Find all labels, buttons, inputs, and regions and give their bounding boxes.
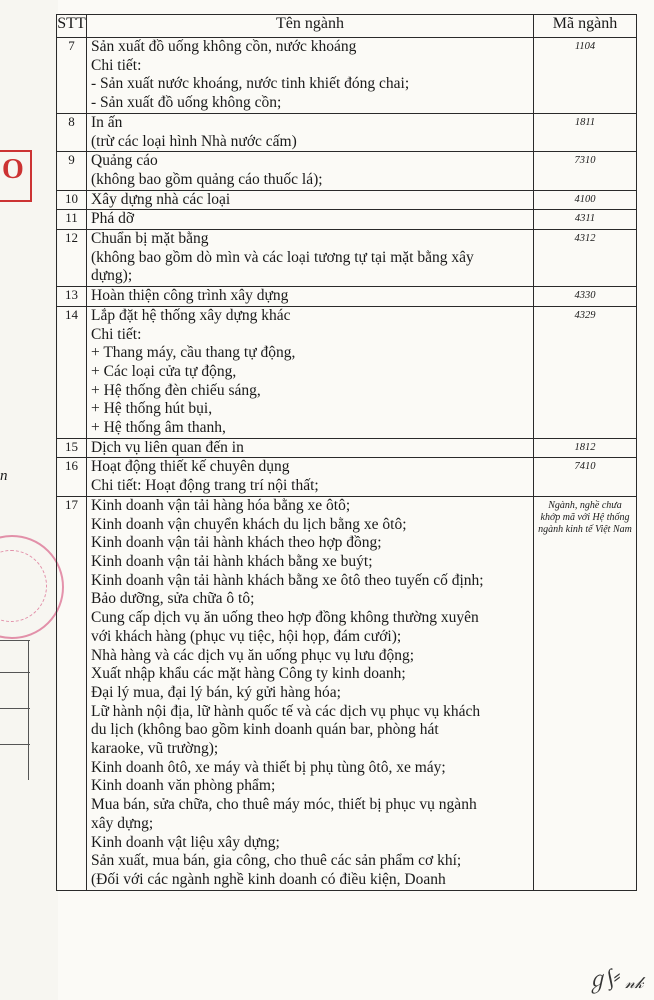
row-name <box>87 38 534 114</box>
table-row <box>57 230 637 287</box>
row-stt: 16 <box>57 458 87 496</box>
name-line: Xuất nhập khẩu các mặt hàng Công ty kinh doanh; <box>91 665 406 683</box>
margin-letter-n: n <box>0 468 8 484</box>
row-name <box>87 190 534 210</box>
table-row <box>57 458 637 496</box>
name-line: In ấn <box>91 113 123 131</box>
row-stt: 10 <box>57 190 87 210</box>
row-name <box>87 287 534 307</box>
row-name <box>87 306 534 438</box>
margin-rule <box>0 708 30 709</box>
name-line: + Hệ thống âm thanh, <box>91 419 226 437</box>
table-row <box>57 210 637 230</box>
name-line: Cung cấp dịch vụ ăn uống theo hợp đồng không thường xuyên <box>91 609 479 627</box>
name-line: dựng); <box>91 267 133 285</box>
row-stt: 14 <box>57 306 87 438</box>
table-header-row <box>57 15 637 38</box>
name-line: + Hệ thống đèn chiếu sáng, <box>91 381 261 399</box>
row-stt: 13 <box>57 287 87 307</box>
name-line: + Thang máy, cầu thang tự động, <box>91 344 296 362</box>
row-code: 4312 <box>534 230 637 287</box>
row-stt: 9 <box>57 152 87 190</box>
margin-rule <box>0 744 30 745</box>
name-line: + Hệ thống hút bụi, <box>91 400 213 418</box>
name-line: Kinh doanh vận tải hành khách bằng xe ôtô theo tuyến cố định; <box>91 571 484 589</box>
red-stamp-letter: O <box>2 154 24 185</box>
table-row <box>57 306 637 438</box>
margin-vertical-rule <box>28 640 29 780</box>
row-name <box>87 458 534 496</box>
row-name <box>87 113 534 151</box>
table-row <box>57 38 637 114</box>
header-name: Tên ngành <box>87 15 534 38</box>
row-code: 4100 <box>534 190 637 210</box>
name-line: Chi tiết: <box>91 325 142 343</box>
table-row <box>57 438 637 458</box>
name-line: (không bao gồm dò mìn và các loại tương tự tại mặt bằng xây <box>91 248 474 266</box>
handwritten-signature: ℊ∫⸗ <box>582 962 623 995</box>
name-line: Kinh doanh vật liệu xây dựng; <box>91 833 280 851</box>
name-line: - Sản xuất đồ uống không cồn; <box>91 94 282 112</box>
row-code-note: Ngành, nghề chưa khớp mã với Hệ thống ngành kinh tế Việt Nam <box>534 496 637 890</box>
row-code: 4330 <box>534 287 637 307</box>
row-name <box>87 210 534 230</box>
name-line: + Các loại cửa tự động, <box>91 362 237 380</box>
row-code: 1104 <box>534 38 637 114</box>
name-line: Kinh doanh vận tải hành khách bằng xe buýt; <box>91 552 373 570</box>
row-code: 7310 <box>534 152 637 190</box>
name-line: Bảo dưỡng, sửa chữa ô tô; <box>91 590 255 608</box>
name-line: Chi tiết: Hoạt động trang trí nội thất; <box>91 477 319 495</box>
name-line: - Sản xuất nước khoáng, nước tinh khiết đóng chai; <box>91 75 410 93</box>
row-code: 7410 <box>534 458 637 496</box>
name-line: Nhà hàng và các dịch vụ ăn uống phục vụ lưu động; <box>91 646 415 664</box>
row-stt: 7 <box>57 38 87 114</box>
name-line: Quảng cáo <box>91 152 158 170</box>
table-row <box>57 113 637 151</box>
row-name <box>87 230 534 287</box>
name-line: Dịch vụ liên quan đến in <box>91 438 244 456</box>
name-line: Chuẩn bị mặt bằng <box>91 230 209 248</box>
name-line: Hoạt động thiết kế chuyên dụng <box>91 458 290 476</box>
row-code: 1811 <box>534 113 637 151</box>
row-stt: 15 <box>57 438 87 458</box>
name-line: (trừ các loại hình Nhà nước cấm) <box>91 132 297 150</box>
name-line: Xây dựng nhà các loại <box>91 190 231 208</box>
table-row <box>57 190 637 210</box>
name-line: Lắp đặt hệ thống xây dựng khác <box>91 306 291 324</box>
row-name <box>87 152 534 190</box>
business-lines-table <box>56 14 637 891</box>
margin-rule <box>0 672 30 673</box>
margin-rule <box>0 640 30 641</box>
row-stt: 17 <box>57 496 87 890</box>
table-row <box>57 287 637 307</box>
name-line: Lữ hành nội địa, lữ hành quốc tế và các dịch vụ phục vụ khách <box>91 702 481 720</box>
name-line: (Đối với các ngành nghề kinh doanh có điều kiện, Doanh <box>91 870 446 888</box>
name-line: Hoàn thiện công trình xây dựng <box>91 287 289 305</box>
name-line: Kinh doanh vận chuyển khách du lịch bằng xe ôtô; <box>91 515 407 533</box>
name-line: Sản xuất, mua bán, gia công, cho thuê các sản phẩm cơ khí; <box>91 852 462 870</box>
table-row <box>57 152 637 190</box>
name-line: du lịch (không bao gồm kinh doanh quán bar, phòng hát <box>91 721 439 739</box>
header-stt: STT <box>57 15 87 38</box>
name-line: Phá dỡ <box>91 210 135 228</box>
row-name <box>87 438 534 458</box>
row-code: 4311 <box>534 210 637 230</box>
row-stt: 12 <box>57 230 87 287</box>
name-line: (không bao gồm quảng cáo thuốc lá); <box>91 170 323 188</box>
row-stt: 11 <box>57 210 87 230</box>
name-line: Kinh doanh vận tải hành khách theo hợp đồng; <box>91 534 382 552</box>
name-line: karaoke, vũ trường); <box>91 740 219 758</box>
name-line: Sản xuất đồ uống không cồn, nước khoáng <box>91 38 357 55</box>
header-code: Mã ngành <box>534 15 637 38</box>
row-stt: 8 <box>57 113 87 151</box>
name-line: xây dựng; <box>91 814 154 832</box>
name-line: Chi tiết: <box>91 56 142 74</box>
row-code: 4329 <box>534 306 637 438</box>
name-line: Đại lý mua, đại lý bán, ký gửi hàng hóa; <box>91 683 341 701</box>
name-line: Kinh doanh ôtô, xe máy và thiết bị phụ tùng ôtô, xe máy; <box>91 758 446 776</box>
name-line: Kinh doanh vận tải hàng hóa bằng xe ôtô; <box>91 496 351 514</box>
name-line: với khách hàng (phục vụ tiệc, hội họp, đám cưới); <box>91 627 402 645</box>
handwritten-initials: 𝓃𝓀 <box>625 975 644 992</box>
name-line: Mua bán, sửa chữa, cho thuê máy móc, thiết bị phục vụ ngành <box>91 796 477 814</box>
row-code: 1812 <box>534 438 637 458</box>
row-name <box>87 496 534 890</box>
name-line: Kinh doanh văn phòng phẩm; <box>91 777 276 795</box>
table-row <box>57 496 637 890</box>
